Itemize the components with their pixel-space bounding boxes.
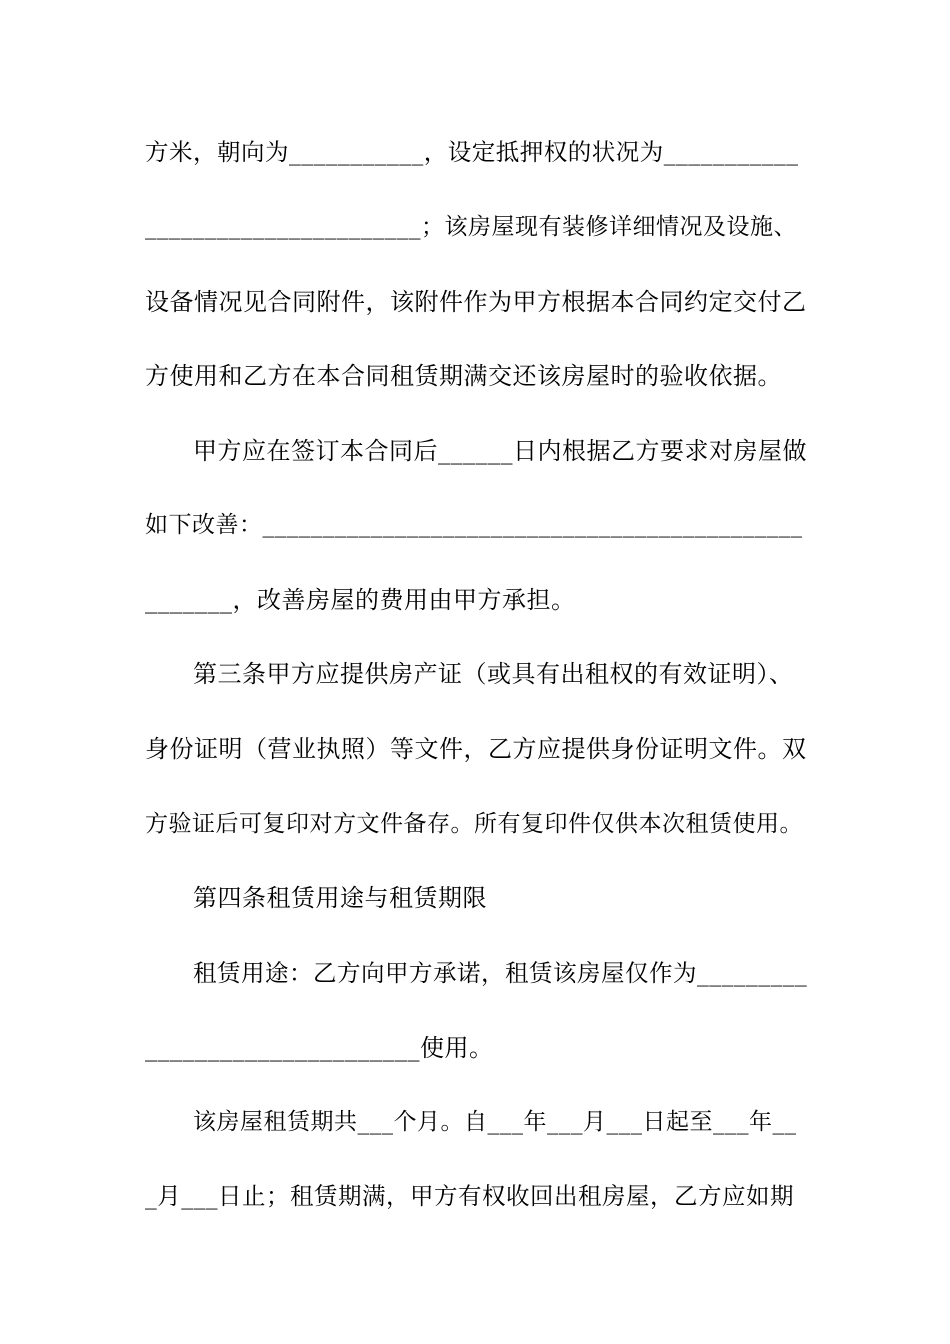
text-line-3: 设备情况见合同附件，该附件作为甲方根据本合同约定交付乙 (145, 288, 807, 316)
text-line-14: 该房屋租赁期共___个月。自___年___月___日起至___年__ (193, 1109, 797, 1135)
text-line-1: 方米，朝向为___________，设定抵押权的状况为___________ (145, 138, 799, 166)
text-line-9: 身份证明（营业执照）等文件，乙方应提供身份证明文件。双 (145, 735, 807, 763)
text-line-13: ______________________使用。 (145, 1034, 494, 1062)
text-line-5: 甲方应在签订本合同后______日内根据乙方要求对房屋做 (193, 437, 807, 465)
text-line-11: 第四条租赁用途与租赁期限 (193, 884, 487, 912)
text-line-10: 方验证后可复印对方文件备存。所有复印件仅供本次租赁使用。 (145, 811, 803, 837)
text-line-6: 如下改善：_____________________________________________ (145, 512, 803, 538)
text-line-12: 租赁用途：乙方向甲方承诺，租赁该房屋仅作为_________ (193, 959, 808, 987)
text-line-7: _______，改善房屋的费用由甲方承担。 (145, 586, 576, 614)
text-line-15: _月___日止；租赁期满，甲方有权收回出租房屋，乙方应如期 (145, 1182, 794, 1210)
text-line-4: 方使用和乙方在本合同租赁期满交还该房屋时的验收依据。 (145, 362, 782, 390)
text-line-2: _______________________；该房屋现有装修详细情况及设施、 (145, 214, 797, 240)
text-line-8: 第三条甲方应提供房产证（或具有出租权的有效证明）、 (193, 660, 794, 688)
